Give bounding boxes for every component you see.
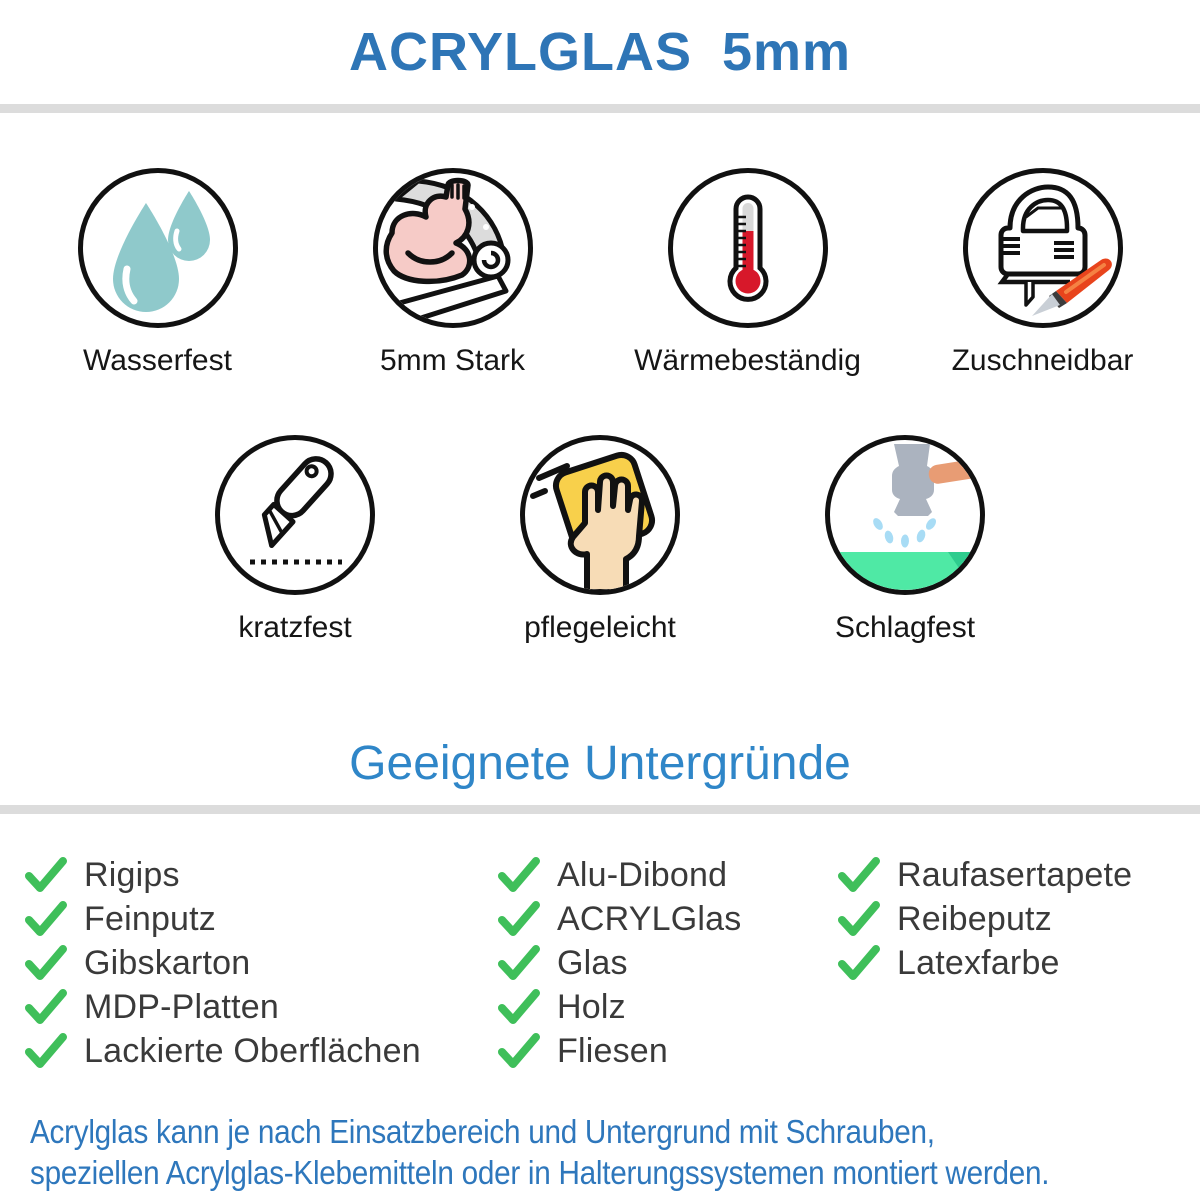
substrate-column-1: [25, 853, 498, 1073]
divider-top: [0, 104, 1200, 113]
feature-waermebestaendig: [600, 168, 895, 378]
footer-line-1: Acrylglas kann je nach Einsatzbereich und Untergrund mit Schrauben,: [30, 1113, 935, 1150]
substrate-label: Latexfarbe: [897, 943, 1060, 982]
feature-kratzfest: [143, 435, 448, 645]
substrate-column-2: [498, 853, 838, 1073]
list-item: [25, 897, 498, 941]
list-item: [838, 853, 1200, 897]
jigsaw-cutter-icon: [963, 168, 1123, 328]
feature-label: 5mm Stark: [379, 344, 526, 377]
substrate-checklist: [0, 853, 1200, 1073]
check-icon: [838, 857, 880, 893]
feature-schlagfest: [753, 435, 1058, 645]
substrate-label: Alu-Dibond: [557, 855, 728, 894]
check-icon: [25, 1033, 67, 1069]
feature-label: Schlagfest: [834, 611, 976, 644]
check-icon: [25, 989, 67, 1025]
substrate-label: ACRYLGlas: [557, 899, 742, 938]
feature-label: pflegeleicht: [524, 611, 676, 644]
flexed-arm-roll-icon: [373, 168, 533, 328]
feature-wasserfest: [10, 168, 305, 378]
substrate-column-3: [838, 853, 1200, 1073]
substrate-label: Holz: [557, 987, 626, 1026]
divider-middle: [0, 805, 1200, 814]
list-item: [498, 897, 838, 941]
feature-pflegeleicht: [448, 435, 753, 645]
feature-5mm-stark: [305, 168, 600, 378]
list-item: [498, 1029, 838, 1073]
feature-row-2: [0, 435, 1200, 645]
header: [0, 0, 1200, 104]
substrate-label: Fliesen: [557, 1031, 669, 1070]
substrate-label: Feinputz: [84, 899, 217, 938]
check-icon: [25, 857, 67, 893]
feature-label: Wasserfest: [83, 344, 232, 377]
list-item: [498, 985, 838, 1029]
check-icon: [498, 945, 540, 981]
footer-note: [0, 1111, 1200, 1193]
page-title: ACRYLGLAS 5mm: [348, 22, 852, 82]
substrate-label: Lackierte Oberflächen: [84, 1031, 421, 1070]
list-item: [498, 941, 838, 985]
check-icon: [498, 1033, 540, 1069]
check-icon: [838, 901, 880, 937]
substrate-label: MDP-Platten: [84, 987, 279, 1026]
substrate-label: Glas: [557, 943, 628, 982]
list-item: [838, 941, 1200, 985]
subheading: Geeignete Untergründe: [349, 737, 851, 790]
substrate-label: Raufasertapete: [897, 855, 1133, 894]
hammer-impact-icon: [825, 435, 985, 595]
list-item: [25, 853, 498, 897]
feature-label: kratzfest: [238, 611, 352, 644]
substrate-label: Gibskarton: [84, 943, 251, 982]
list-item: [25, 1029, 498, 1073]
check-icon: [498, 857, 540, 893]
footer-line-2: speziellen Acrylglas-Klebemitteln oder in Halterungssystemen montiert werden.: [30, 1154, 1050, 1191]
thermometer-icon: [668, 168, 828, 328]
check-icon: [25, 945, 67, 981]
list-item: [25, 985, 498, 1029]
check-icon: [498, 901, 540, 937]
feature-label: Wärmebeständig: [634, 344, 861, 377]
check-icon: [25, 901, 67, 937]
substrate-label: Rigips: [84, 855, 180, 894]
feature-zuschneidbar: [895, 168, 1190, 378]
feature-label: Zuschneidbar: [951, 344, 1134, 377]
hand-wipe-cloth-icon: [520, 435, 680, 595]
list-item: [838, 897, 1200, 941]
utility-knife-icon: [215, 435, 375, 595]
check-icon: [498, 989, 540, 1025]
feature-row-1: [0, 168, 1200, 378]
water-drops-icon: [78, 168, 238, 328]
list-item: [25, 941, 498, 985]
list-item: [498, 853, 838, 897]
substrate-label: Reibeputz: [897, 899, 1052, 938]
check-icon: [838, 945, 880, 981]
